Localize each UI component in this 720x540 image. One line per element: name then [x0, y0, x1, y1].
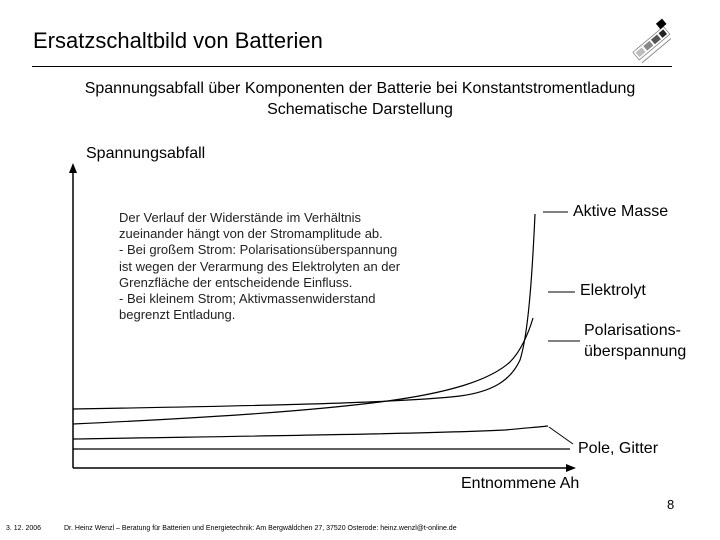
- label-polarisation-line-1: Polarisations-: [584, 322, 681, 339]
- note-line: zueinander hängt von der Stromamplitude ab.: [119, 226, 383, 242]
- leader-pole-gitter: [549, 427, 573, 444]
- label-aktive-masse: Aktive Masse: [573, 203, 669, 220]
- y-axis-arrow: [69, 163, 77, 173]
- y-axis-label: Spannungsabfall: [86, 145, 206, 162]
- slide-title: Ersatzschaltbild von Batterien: [33, 28, 323, 53]
- note-line: - Bei kleinem Strom; Aktivmassenwiderstand: [119, 291, 376, 307]
- note-line: ist wegen der Verarmung des Elektrolyten an der: [119, 258, 401, 274]
- explanation-note: [119, 210, 459, 323]
- curve-polarisation: [73, 426, 548, 439]
- subtitle-line-2: Schematische Darstellung: [267, 101, 453, 118]
- note-line: Grenzfläche der entscheidende Einfluss.: [119, 274, 353, 290]
- page-number: 8: [667, 497, 675, 512]
- label-elektrolyt: Elektrolyt: [580, 282, 646, 299]
- subtitle-line-1: Spannungsabfall über Komponenten der Batterie bei Konstantstromentladung: [84, 80, 636, 97]
- note-line: Der Verlauf der Widerstände im Verhältnis: [119, 210, 362, 225]
- label-polarisation-line-2: überspannung: [584, 343, 687, 360]
- note-line: - Bei großem Strom: Polarisationsüberspannung: [119, 242, 398, 258]
- x-axis-label: Entnommene Ah: [461, 475, 580, 492]
- note-line: begrenzt Entladung.: [119, 307, 236, 323]
- footer-contact: Dr. Heinz Wenzl – Beratung für Batterien und Energietechnik: Am Bergwäldchen 27, 37520 Osterode: heinz.wenzl@t-online.de: [64, 525, 457, 532]
- x-axis-arrow: [566, 464, 576, 472]
- label-polarisation: [584, 320, 686, 362]
- label-pole-gitter: Pole, Gitter: [578, 440, 659, 457]
- footer-date: 3. 12. 2006: [6, 525, 42, 532]
